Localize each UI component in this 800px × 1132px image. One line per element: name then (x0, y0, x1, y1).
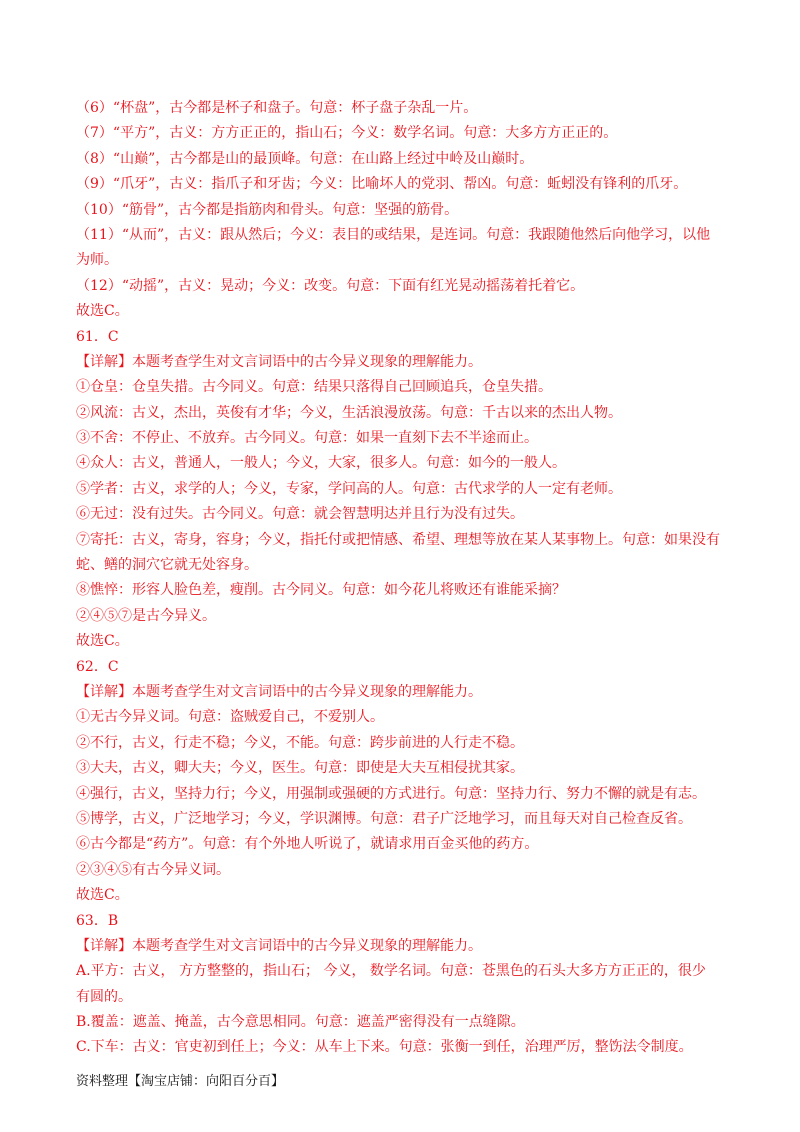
detail-heading: 【详解】本题考查学生对文言词语中的古今异义现象的理解能力。 (76, 683, 482, 700)
question-number: 62．C (76, 658, 119, 675)
text-line: （8）“山巅”，古今都是山的最顶峰。句意：在山路上经过中岭及山巅时。 (76, 150, 534, 167)
text-line: B.覆盖：遮盖、掩盖，古今意思相同。句意：遮盖严密得没有一点缝隙。 (76, 1014, 525, 1031)
answer-choice-line: 故选C。 (76, 303, 129, 320)
text-line: C.下车：古义：官吏初到任上；今义：从车上下来。句意：张衡一到任，治理严厉，整饬法令制度。 (76, 1039, 693, 1056)
text-line: ①无古今异义词。句意：盗贼爱自己，不爱别人。 (76, 709, 384, 726)
page-footer: 资料整理【淘宝店铺：向阳百分百】 (76, 1074, 285, 1089)
text-line: （9）“爪牙”，古义：指爪子和牙齿；今义：比喻坏人的党羽、帮凶。句意：蚯蚓没有锋利的爪牙。 (76, 176, 688, 193)
text-line: ②风流：古义，杰出，英俊有才华；今义，生活浪漫放荡。句意：千古以来的杰出人物。 (76, 404, 622, 421)
text-line: ②④⑤⑦是古今异义。 (76, 607, 216, 624)
question-number: 61．C (76, 328, 119, 345)
text-line: ②③④⑤有古今异义词。 (76, 861, 230, 878)
text-line: ③大夫，古义，卿大夫；今义，医生。句意：即使是大夫互相侵扰其家。 (76, 760, 524, 777)
text-line: ⑤学者：古义，求学的人；今义，专家，学问高的人。句意：古代求学的人一定有老师。 (76, 480, 622, 497)
text-line: 为师。 (76, 252, 118, 269)
text-line: （6）“杯盘”，古今都是杯子和盘子。句意：杯子盘子杂乱一片。 (76, 100, 478, 116)
text-line: ②不行，古义，行走不稳；今义，不能。句意：跨步前进的人行走不稳。 (76, 734, 524, 751)
text-line: 蛇、鳝的洞穴它就无处容身。 (76, 557, 258, 574)
answer-choice-line: 故选C。 (76, 633, 129, 650)
text-line: A.平方：古义， 方方整整的，指山石； 今义， 数学名词。句意：苍黑色的石头大多方方正正的，很少 (76, 963, 706, 980)
answer-explanations (76, 96, 736, 1061)
text-line: （11）“从而”，古义：跟从然后；今义：表目的或结果，是连词。句意：我跟随他然后向他学习，以他 (76, 226, 711, 243)
text-line: ⑦寄托：古义，寄身，容身；今义，指托付或把情感、希望、理想等放在某人某事物上。句意：如果没有 (76, 531, 720, 548)
text-line: ⑧憔悴：形容人脸色差，瘦削。古今同义。句意：如今花儿将败还有谁能采摘？ (76, 582, 566, 599)
detail-heading: 【详解】本题考查学生对文言词语中的古今异义现象的理解能力。 (76, 937, 482, 954)
detail-heading: 【详解】本题考查学生对文言词语中的古今异义现象的理解能力。 (76, 353, 482, 370)
text-line: （12）“动摇”，古义：晃动；今义：改变。句意：下面有红光晃动摇荡着托着它。 (76, 277, 585, 294)
text-line: （10）“筋骨”，古今都是指筋肉和骨头。句意：坚强的筋骨。 (76, 201, 459, 218)
text-line: ③不舍：不停止、不放弃。古今同义。句意：如果一直刻下去不半途而止。 (76, 430, 538, 447)
text-line: ⑥无过：没有过失。古今同义。句意：就会智慧明达并且行为没有过失。 (76, 506, 524, 523)
text-line: ④强行，古义，坚持力行；今义，用强制或强硬的方式进行。句意：坚持力行、努力不懈的就是有志。 (76, 785, 706, 802)
text-line: ⑥古今都是“药方”。句意：有个外地人听说了，就请求用百金买他的药方。 (76, 836, 539, 853)
text-line: ④众人：古义，普通人，一般人；今义，大家，很多人。句意：如今的一般人。 (76, 455, 566, 472)
text-line: ①仓皇：仓皇失措。古今同义。句意：结果只落得自己回顾追兵，仓皇失措。 (76, 379, 552, 396)
question-number: 63．B (76, 912, 119, 929)
text-line: （7）“平方”，古义：方方正正的，指山石；今义：数学名词。句意：大多方方正正的。 (76, 125, 618, 142)
text-line: 有圆的。 (76, 988, 132, 1005)
answer-choice-line: 故选C。 (76, 887, 129, 904)
text-line: ⑤博学，古义，广泛地学习；今义，学识渊博。句意：君子广泛地学习，而且每天对自己检查反省。 (76, 810, 692, 827)
